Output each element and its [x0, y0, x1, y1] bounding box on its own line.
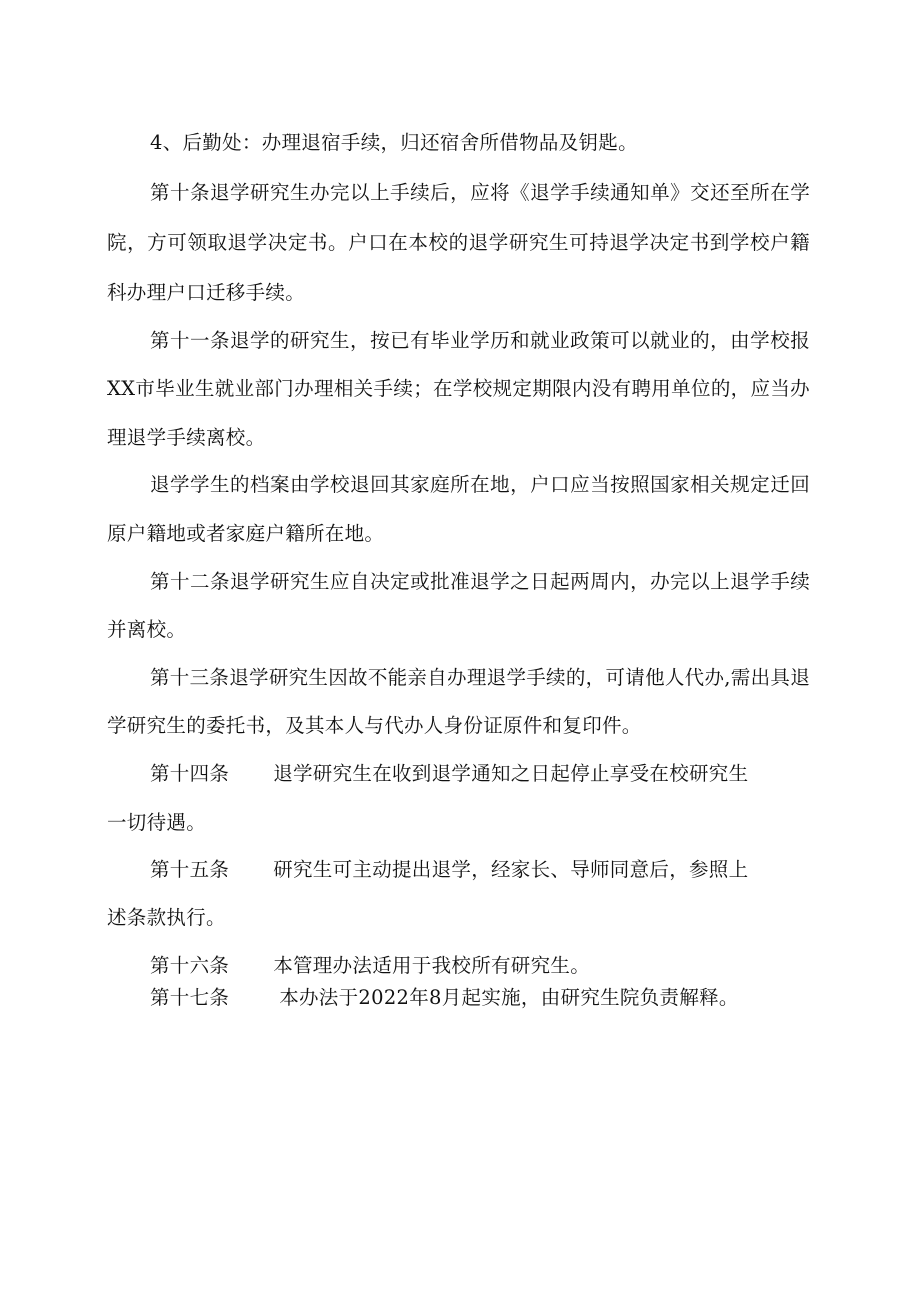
paragraph-line: 第十条退学研究生办完以上手续后，应将《退学手续通知单》交还至所在学: [150, 181, 810, 204]
paragraph-line: 院，方可领取退学决定书。户口在本校的退学研究生可持退学决定书到学校户籍: [107, 231, 810, 254]
article-label: 第十六条: [150, 954, 230, 977]
paragraph-line: 第十一条退学的研究生，按已有毕业学历和就业政策可以就业的，由学校报: [150, 329, 810, 352]
paragraph-line: 第十三条退学研究生因故不能亲自办理退学手续的，可请他人代办,需出具退: [150, 666, 810, 689]
article-text: 本管理办法适用于我校所有研究生。: [273, 954, 591, 977]
article-text: 退学研究生在收到退学通知之日起停止享受在校研究生: [273, 762, 749, 785]
article-line: [150, 857, 748, 883]
article-line: [150, 761, 748, 787]
article-label: 第十七条: [150, 986, 230, 1009]
paragraph-line: 第十二条退学研究生应自决定或批准退学之日起两周内，办完以上退学手续: [150, 570, 810, 593]
paragraph-line: 科办理户口迁移手续。: [107, 281, 306, 304]
paragraph-line: 并离校。: [107, 618, 187, 641]
paragraph-line: 4、后勤处：办理退宿手续，归还宿舍所借物品及钥匙。: [150, 131, 638, 154]
paragraph-line: 一切待遇。: [107, 811, 207, 834]
article-text: 研究生可主动提出退学，经家长、导师同意后，参照上: [273, 858, 749, 881]
paragraph-line: 原户籍地或者家庭户籍所在地。: [107, 522, 385, 545]
paragraph-line: XX市毕业生就业部门办理相关手续；在学校规定期限内没有聘用单位的，应当办: [107, 377, 810, 400]
paragraph-line: 退学学生的档案由学校退回其家庭所在地，户口应当按照国家相关规定迁回: [150, 473, 810, 496]
article-text: 本办法于2022年8月起实施，由研究生院负责解释。: [279, 986, 739, 1009]
article-label: 第十四条: [150, 762, 230, 785]
paragraph-line: 理退学手续离校。: [107, 426, 266, 449]
article-line: [150, 985, 739, 1011]
article-label: 第十五条: [150, 858, 230, 881]
paragraph-line: 学研究生的委托书，及其本人与代办人身份证原件和复印件。: [107, 714, 642, 737]
article-line: [150, 953, 590, 979]
paragraph-line: 述条款执行。: [107, 906, 226, 929]
